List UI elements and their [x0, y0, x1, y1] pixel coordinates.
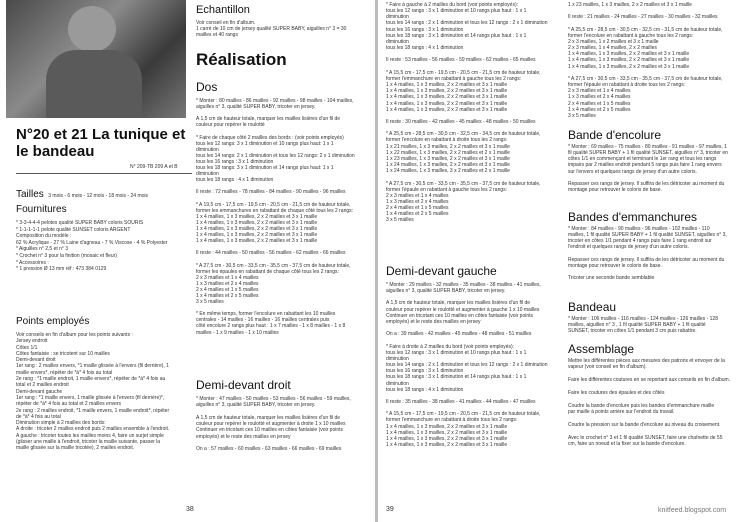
text-line: Tricoter une seconde bande semblable — [568, 275, 655, 282]
text-line: 1 x 4 mailles, 1 x 3 mailles, 2 x 2 mailles et 3 x 1 maille — [386, 442, 508, 449]
text-line: * Aiguilles n° 2,5 et n° 3 — [16, 246, 69, 253]
text-line: A 1,5 cm de hauteur totale, marquer les mailles lisières d'un fil de — [196, 116, 341, 123]
text-line: 1 x 4 mailles, 1 x 3 mailles, 2 x 2 mailles et 3 x 1 maille — [386, 106, 508, 113]
dos-title: Dos — [196, 80, 218, 94]
text-line: 1 x 4 mailles et 2 x 5 mailles — [196, 293, 259, 299]
text-line: Il reste : 53 mailles - 56 mailles - 59 mailles - 62 mailles - 65 mailles — [386, 57, 536, 64]
text-line: * Faire de chaque côté 2 mailles des bords : (voir points employés) — [196, 134, 344, 141]
text-line: 1 x 21 mailles, 1 x 3 mailles, 2 x 2 mailles et 3 x 1 maille — [386, 143, 510, 150]
text-line: * 1 pression Ø 13 mm réf : 473 384 0129 — [16, 266, 107, 273]
bandeau-text — [568, 316, 746, 334]
text-line: couleur pour repérer le roulotté — [196, 122, 265, 129]
text-line: 1 x 22 mailles, 1 x 3 mailles, 2 x 2 mailles et 2 x 1 maille — [386, 149, 510, 156]
text-line: * 1-1-1-1-1 pelote qualité SUNSET coloris ARGENT — [16, 226, 131, 233]
text-line: * A 25,5 cm - 28,5 cm - 30,5 cm - 32,5 cm - 34,5 cm de hauteur totale, — [386, 131, 541, 138]
text-line: * Monter : 106 mailles - 116 mailles - 124 mailles - 126 mailles - 128 — [568, 316, 718, 322]
text-line: 1 x 4 mailles, 1 x 3 mailles, 2 x 2 mailles et 3 x 1 maille — [386, 435, 508, 442]
fournitures-title: Fournitures — [16, 204, 67, 215]
text-line: tous les 14 rangs: 2 x 1 diminution et tous les 12 rangs: 2 x 1 diminution — [196, 152, 355, 159]
echantillon-text — [196, 20, 372, 39]
text-line: * 3-3-4-4-4 pelotes qualité SUPER BABY coloris SOURIS — [16, 220, 144, 226]
text-line: 2 x 3 mailles et 1 x 4 mailles — [196, 274, 259, 281]
text-line: l'endroit et quelques rangs de jersey d'un autre coloris. — [568, 244, 689, 251]
text-line: 1 x 4 mailles, 1 x 3 mailles, 2 x 2 mailles et 3 x 1 maille — [568, 63, 690, 70]
text-line: 1 x 23 mailles, 1 x 3 mailles, 2 x 2 mailles et 3 x 1 maille — [568, 2, 692, 8]
child-photo-body — [46, 50, 142, 118]
text-line: 3 x 5 mailles — [386, 217, 414, 224]
text-line: * A 19,5 cm - 17,5 cm - 19,5 cm - 20,5 cm - 21,5 cm de hauteur totale, — [196, 201, 351, 208]
text-line: 2 x 3 mailles, 1 x 2 mailles et 3 x 1 maille — [568, 38, 659, 45]
text-line: former les emmanchures en rabattant de chaque côté tous les 2 rangs: — [196, 207, 354, 214]
text-line: couleur pour repérer le roulotté et augmenter à gauche 1 x 10 mailles — [386, 306, 540, 313]
text-line: Jersey endroit — [16, 338, 48, 345]
text-line: 1 x 4 mailles, 1 x 3 mailles, 2 x 2 mailles et 3 x 1 maille — [386, 82, 508, 89]
text-line: 1 x 4 mailles, 1 x 3 mailles, 2 x 2 mailles et 3 x 1 maille — [196, 219, 318, 226]
text-line: 1 x 4 mailles et 2 x 5 mailles — [386, 211, 449, 218]
text-line: * A 27,5 cm - 30,5 cm - 33,5 cm - 35,5 cm - 37,5 cm de hauteur totale, — [568, 75, 723, 82]
text-line: 2 x 4 mailles et 1 x 5 mailles — [568, 100, 631, 107]
text-line: diminution — [386, 355, 409, 362]
text-line: diminution — [386, 380, 409, 387]
text-line: tous les 14 rangs : 2 x 1 diminution et tous les 12 rangs : 2 x 1 diminution — [386, 20, 548, 27]
text-line: Faire les différentes coutures en se reportant aux conseils en fin d'album. — [568, 377, 731, 384]
text-line: diminution — [196, 171, 219, 178]
text-line: répéter de *à* 4 fois au total et 2 mailles envers — [16, 401, 122, 408]
text-line: 1 x 4 mailles, 1 x 3 mailles, 2 x 2 mailles et 3 x 1 maille — [386, 94, 508, 101]
text-line: * En même temps, former l'encolure en rabattant les 10 mailles — [196, 311, 336, 318]
text-line: couleur pour repérer le roulotté et augmenter à droite 1 x 10 mailles — [196, 421, 346, 428]
text-line: * A 25,5 cm - 28,5 cm - 30,5 cm - 32,5 cm - 31,5 cm de hauteur totale, — [568, 26, 723, 33]
text-line: tous les 18 rangs : 3 x 1 diminution et 14 rangs plus haut : 1 x 1 — [386, 32, 527, 39]
text-line: montage pour retrouver le coloris de base. — [568, 187, 662, 194]
text-line: Avec le crochet n° 3 et 1 fil qualité SUNSET, faire une chaînette de 55 — [568, 434, 723, 441]
text-line: diminution — [386, 14, 409, 21]
child-photo-head — [68, 6, 116, 52]
text-line: Côtes fantaisie : se tricotent sur 10 mailles — [16, 350, 110, 357]
echantillon-title: Echantillon — [196, 4, 250, 16]
text-line: 1 x 24 mailles, 1 x 3 mailles, 2 x 2 mailles et 3 x 1 maille — [386, 162, 510, 169]
text-line: 1 x 3 mailles et 2 x 4 mailles — [568, 94, 631, 101]
text-line: former l'épaule en rabattant à gauche tous les 2 rangs: — [386, 186, 508, 193]
text-line: 1 x 3 mailles et 2 x 4 mailles — [196, 280, 259, 287]
assemblage-title: Assemblage — [568, 342, 635, 356]
text-line: Mettre les différentes pièces aux mesures des patrons et envoyer de la — [568, 358, 725, 364]
text-line: mailles, 1 fil qualité SUPER BABY + 1 fil qualité SUNSET, aiguilles n° 3, — [568, 232, 727, 239]
text-line: montage pour retrouver le coloris de base. — [568, 262, 662, 269]
text-line: tous les 18 rangs : 4 x 1 diminution — [196, 177, 274, 184]
bande-encolure-title: Bande d'encolure — [568, 128, 662, 142]
text-line: 3 x 5 mailles — [196, 299, 224, 306]
text-line: * Monter : 47 mailles - 50 mailles - 53 mailles - 56 mailles - 59 mailles, — [196, 396, 351, 402]
text-line: * Faire à droite à 2 mailles du bord (voir points employés): — [386, 343, 515, 350]
title-divider — [16, 173, 192, 174]
text-line: former l'épaule en rabattant à droite tous les 2 rangs: — [568, 82, 686, 89]
text-line: A 1,5 cm de hauteur totale, marquer les mailles lisières d'un fil de — [196, 414, 341, 421]
text-line: impairs par 2 mailles endroit pendant 5 rangs puis faire 1 rang envers — [568, 162, 722, 169]
text-line: SUNSET, tricoter en côtes 1/1 pendant 3 cm puis rabattre. — [568, 328, 697, 335]
text-line: former l'encolure en rabattant à droite tous les 2 rangs: — [386, 137, 508, 144]
text-line: 1er rang : 2 mailles envers, *1 maille glissée à l'envers (fil derrière), 1 — [16, 363, 169, 370]
text-line: On a : 39 mailles - 42 mailles - 45 mailles - 48 mailles - 51 mailles — [386, 331, 532, 338]
text-line: aiguilles n° 3, qualité SUPER BABY, tricoter en jersey. — [196, 402, 316, 409]
text-line: * Monter : 69 mailles - 75 mailles - 80 mailles - 91 mailles - 97 mailles, 1 — [568, 144, 727, 150]
text-line: employés) et le reste des mailles en jersey — [196, 433, 291, 440]
text-line: 2 x 4 mailles et 1 x 5 mailles — [386, 205, 449, 212]
text-line: On a : 57 mailles - 60 mailles - 63 mailles - 66 mailles - 69 mailles — [196, 446, 342, 453]
watermark: knitfeed.blogspot.com — [658, 507, 727, 514]
text-line: Coudre la pression sur la bande d'encolure au niveau du croisement. — [568, 422, 721, 429]
dos-text — [196, 98, 372, 336]
text-line: A gauche : tricoter toutes les mailles moins 4, faire un surjet simple — [16, 432, 164, 439]
text-line: aiguilles n° 3, qualité SUPER BABY, tricoter en jersey. — [196, 104, 316, 111]
text-line: Repasser ces rangs de jersey. Il suffira de les détricoter au moment du — [568, 256, 725, 263]
text-line: former l'emmanchure en rabattant à gauche tous les 2 rangs: — [386, 75, 522, 82]
text-line: 2 x 3 mailles et 1 x 4 mailles — [568, 88, 631, 95]
text-line: vapeur (voir conseil en fin d'album). — [568, 364, 647, 371]
text-line: * A 15,5 cm - 17,5 cm - 19,5 cm - 20,5 cm - 21,5 cm de hauteur totale, — [386, 69, 541, 76]
text-line: * Accessoires : — [16, 259, 49, 266]
bande-encolure-text — [568, 144, 746, 193]
text-line: 2e rang : 2 mailles endroit, *1 maille envers, 1 maille endroit*, répéter — [16, 407, 170, 414]
text-line: A 1,5 cm de hauteur totale, marquer les mailles lisières d'un fil de — [386, 300, 531, 307]
text-line: tous les 16 rangs : 3 x 1 diminution — [386, 368, 464, 375]
text-line: Voir conseils en fin d'album pour les points suivants : — [16, 332, 133, 338]
text-line: sur l'envers et quelques rangs de jersey d'un autre coloris. — [568, 168, 697, 175]
right-page — [378, 0, 750, 522]
page-number: 39 — [386, 506, 394, 513]
text-line: tous les 14 rangs : 2 x 1 diminution et tous les 12 rangs : 2 x 1 diminution — [386, 362, 548, 369]
tailles-label: Tailles — [16, 189, 44, 200]
fournitures-text — [16, 220, 192, 273]
text-line: former l'encolure en rabattant à gauche tous les 2 rangs: — [568, 32, 694, 39]
text-line: aiguilles n° 3, qualité SUPER BABY, tricoter en jersey. — [386, 288, 506, 295]
text-line: * Monter : 29 mailles - 32 mailles - 35 mailles - 38 mailles - 41 mailles, — [386, 282, 541, 288]
devant-droit-title: Demi-devant droit — [196, 378, 291, 392]
text-line: * Crochet n° 3 pour la finition (mosaic et fleur) — [16, 252, 117, 259]
text-line: mailles - 1 x 9 mailles - 1 x 10 mailles — [196, 329, 279, 336]
points-title: Points employés — [16, 316, 90, 327]
realisation-title: Réalisation — [196, 50, 287, 69]
text-line: tous les 18 rangs: 3 x 1 diminution et 14 rangs plus haut: 1 x 1 — [196, 165, 334, 172]
text-line: de *à* 4 fois au total — [16, 413, 61, 420]
text-line: 1 x 4 mailles, 1 x 3 mailles, 2 x 2 mailles et 3 x 1 maille — [196, 232, 318, 239]
text-line: Il reste : 21 mailles - 24 mailles - 27 mailles - 30 mailles - 32 mailles — [568, 14, 718, 21]
child-photo — [6, 0, 186, 118]
text-line: tous les 12 rangs: 3 x 1 diminution et 10 rangs plus haut: 1 x 1 — [196, 140, 334, 147]
text-line: * Faire à gauche à 2 mailles du bord (voir points employés): — [386, 2, 519, 8]
text-line: 1 x 4 mailles et 2 x 5 mailles — [568, 106, 631, 113]
text-line: Continuer en tricotant ces 10 mailles en côtes fantaisie (voir points — [196, 427, 344, 434]
text-line: Composition du modèle : — [16, 233, 72, 240]
text-line: Continuer en tricotant ces 10 mailles en côtes fantaisie (voir points — [386, 312, 534, 319]
bandes-emmanchures-title: Bandes d'emmanchures — [568, 210, 698, 224]
text-line: tous les 16 rangs : 3 x 1 diminution — [196, 158, 274, 165]
text-line: 1er rang : *1 maille envers, 1 maille glissée à l'envers (fil derrière)*, — [16, 394, 165, 401]
text-line: fil qualité SUPER BABY + 1 fil qualité SUNSET, aiguilles n° 3, tricoter en — [568, 150, 728, 157]
text-line: Demi-devant droit — [16, 357, 56, 364]
text-line: 1 x 4 mailles, 1 x 3 mailles, 2 x 2 mailles et 3 x 1 maille — [196, 213, 318, 220]
text-line: 2 x 3 mailles, 1 x 4 mailles, 2 x 2 mailles — [568, 45, 657, 52]
text-line: tous les 18 rangs : 4 x 1 diminution — [386, 386, 464, 393]
text-line: * A 27,5 cm - 30,5 cm - 33,5 cm - 35,5 cm - 37,5 cm de hauteur totale, — [196, 262, 351, 269]
text-line: côtes 1/1 en commençant et terminant le 1er rang et tous les rangs — [568, 156, 717, 163]
text-line: total et 2 mailles endroit — [16, 382, 69, 389]
assemblage-text — [568, 358, 746, 448]
text-line: maille envers*, répéter de *à* 4 fois au total — [16, 369, 113, 376]
tailles — [16, 184, 192, 202]
text-line: * Monter : 80 mailles - 86 mailles - 92 mailles - 98 mailles - 104 mailles, — [196, 98, 354, 104]
text-line: (glisser une maille à l'endroit, tricoter la maille suivante, passer la — [16, 439, 161, 446]
page-number: 38 — [186, 506, 194, 513]
text-line: former les épaules en rabattant de chaque côté tous les 2 rangs: — [196, 268, 339, 275]
text-line: diminution — [386, 38, 409, 45]
text-line: 1 x 4 mailles, 1 x 3 mailles, 2 x 2 mailles et 3 x 1 maille — [386, 100, 508, 107]
text-line: former l'emmanchure en rabattant à droite tous les 2 rangs: — [386, 417, 518, 424]
right-col1-text — [386, 2, 562, 224]
echantillon-line: mailles et 40 rangs — [196, 32, 238, 39]
text-line: 1 x 4 mailles, 1 x 3 mailles, 2 x 2 mailles et 3 x 1 maille — [196, 225, 318, 232]
text-line: 2 x 3 mailles et 1 x 4 mailles — [386, 192, 449, 199]
text-line: cm, faire un noeud et la fixer sur la bande d'encolure. — [568, 441, 686, 448]
text-line: tous les 18 rangs : 4 x 1 diminution — [386, 45, 464, 52]
text-line: 1 x 24 mailles, 1 x 3 mailles, 3 x 2 mailles et 2 x 1 maille — [386, 168, 510, 175]
text-line: tricoter en côtes 1/1 pendant 4 rangs puis faire 1 rang endroit sur — [568, 238, 712, 245]
bandeau-title: Bandeau — [568, 300, 617, 314]
text-line: maille glissée sur la maille tricotée), 2 mailles endroit. — [16, 445, 135, 452]
text-line: tous les 16 rangs : 3 x 1 diminution — [386, 26, 464, 33]
text-line: 2 x 4 mailles et 1 x 5 mailles — [196, 286, 259, 293]
devant-droit-text — [196, 396, 372, 453]
text-line: tous les 18 rangs : 3 x 1 diminution et 14 rangs plus haut : 1 x 1 — [386, 374, 527, 381]
bandes-emmanchures-text — [568, 226, 746, 281]
points-text — [16, 332, 192, 452]
text-line: 1 x 4 mailles, 1 x 3 mailles, 2 x 2 mailles et 3 x 1 maille — [196, 238, 318, 245]
text-line: Coudre la bande d'encolure puis les bandes d'emmanchure maille — [568, 402, 715, 409]
text-line: * Monter : 84 mailles - 90 mailles - 96 mailles - 102 mailles - 110 — [568, 226, 710, 232]
text-line: Il reste : 35 mailles - 38 mailles - 41 mailles - 44 mailles - 47 mailles — [386, 398, 536, 405]
tailles-values: 3 mois - 6 mois - 12 mois - 18 mois - 24 mois — [48, 193, 148, 199]
text-line: Il reste : 30 mailles - 42 mailles - 45 mailles - 48 mailles - 50 mailles — [386, 118, 536, 125]
text-line: tous les 12 rangs : 3 x 1 diminution et 10 rangs plus haut : 1 x 1 — [386, 349, 527, 356]
text-line: 1 x 4 mailles, 1 x 3 mailles, 2 x 2 mailles et 3 x 1 maille — [568, 57, 690, 64]
text-line: 3 x 5 mailles — [568, 112, 596, 119]
text-line: côté encolure 2 rangs plus haut : 1 x 7 mailles - 1 x 8 mailles - 1 x 8 — [196, 323, 346, 330]
devant-gauche-text — [386, 282, 562, 448]
text-line: par maille à points arrière sur l'endroit du travail. — [568, 409, 675, 416]
text-line: 1 x 4 mailles, 1 x 3 mailles, 2 x 2 mailles et 3 x 1 maille — [386, 429, 508, 436]
right-col2-text — [568, 2, 746, 119]
text-line: Repasser ces rangs de jersey. Il suffira de les détricoter au moment du — [568, 180, 725, 187]
text-line: 62 % Acrylique - 27 % Laine d'agneau - 7 % Viscose - 4 % Polyester — [16, 239, 168, 246]
text-line: 1 x 4 mailles, 1 x 3 mailles, 2 x 2 mailles et 3 x 1 maille — [386, 88, 508, 95]
text-line: 1 x 4 mailles, 1 x 3 mailles, 2 x 2 mailles et 3 x 1 maille — [386, 423, 508, 430]
devant-gauche-title: Demi-devant gauche — [386, 264, 497, 278]
text-line: Faire les coutures des épaules et des côtés — [568, 390, 665, 397]
text-line: diminution — [196, 146, 219, 153]
text-line: Il reste : 72 mailles - 78 mailles - 84 mailles - 90 mailles - 96 mailles — [196, 189, 346, 196]
reference: N° 209-TB 209 A et B — [130, 164, 178, 170]
text-line: Diminution simple à 2 mailles des bords: — [16, 420, 106, 427]
text-line: 1 x 23 mailles, 1 x 3 mailles, 2 x 2 mailles et 3 x 1 maille — [386, 155, 510, 162]
text-line: * A 27,5 cm - 30,5 cm - 33,5 cm - 35,5 cm - 37,5 cm de hauteur totale, — [386, 180, 541, 187]
text-line: Demi-devant gauche — [16, 388, 63, 395]
main-title: N°20 et 21 La tunique et le bandeau — [16, 126, 186, 160]
text-line: centrales - 14 mailles - 16 mailles - 16 mailles centrales puis — [196, 317, 330, 324]
text-line: mailles, aiguilles n° 3 , 1 fil qualité SUPER BABY + 1 fil qualité — [568, 322, 706, 329]
echantillon-line: Voir conseil en fin d'album. — [196, 20, 256, 26]
text-line: Il reste : 44 mailles - 50 mailles - 56 mailles - 62 mailles - 66 mailles — [196, 250, 346, 257]
text-line: 1 x 4 mailles, 1 x 3 mailles, 2 x 2 mailles et 3 x 1 maille — [568, 51, 690, 58]
text-line: employés) et le reste des mailles en jersey — [386, 318, 481, 325]
text-line: * A 15,5 cm - 17,5 cm - 19,5 cm - 20,5 cm - 21,5 cm de hauteur totale, — [386, 411, 541, 418]
text-line: tous les 12 rangs : 3 x 1 diminution et 10 rangs plus haut : 1 x 1 — [386, 8, 527, 15]
echantillon-line: 1 carré de 10 cm de jersey qualité SUPER BABY, aiguilles n° 3 = 30 — [196, 26, 347, 33]
text-line: 1 x 3 mailles et 2 x 4 mailles — [386, 199, 449, 205]
text-line: 2e rang : *1 maille endroit, 1 maille envers*, répéter de *à* 4 fois au — [16, 376, 166, 383]
text-line: A droite : tricoter 2 mailles endroit puis 2 mailles ensemble à l'endroit. — [16, 426, 170, 433]
text-line: Côtes 1/1 — [16, 344, 38, 351]
